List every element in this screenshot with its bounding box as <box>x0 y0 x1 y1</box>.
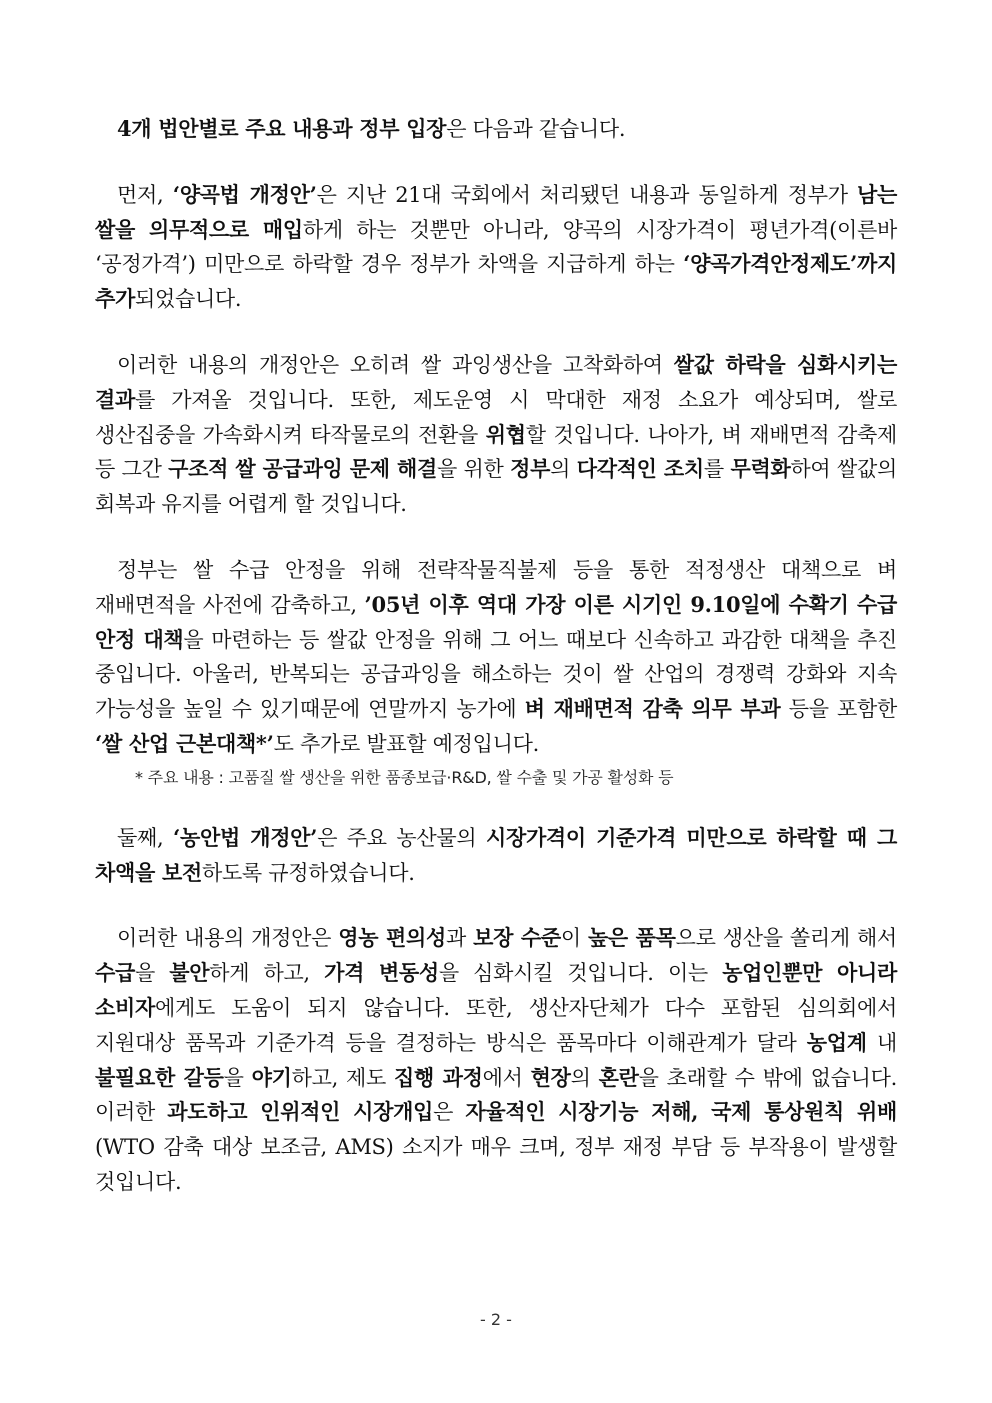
text-run: 먼저, <box>117 182 173 207</box>
paragraph-gap <box>95 147 897 178</box>
bold-text: ‘양곡법 개정안’ <box>172 181 317 207</box>
text-run: 은 <box>433 1100 466 1125</box>
text-run: 은 다음과 같습니다. <box>446 117 626 141</box>
bold-text: 위협 <box>485 421 526 447</box>
bold-text: 농업계 <box>806 1029 867 1055</box>
paragraph-gap <box>95 790 897 821</box>
text-run: 을 마련하는 등 쌀값 안정을 위해 그 어느 때보다 신속하고 과감한 대책을 추진 중입니다. 아울러, 반복되는 공급과잉을 해소하는 것이 쌀 산업의 경쟁력 강화와 지속 가능성을 높일 수 있기때문에 연말까지 농가에 <box>95 627 897 722</box>
bold-text: 시장가격이 기준가격 미만으로 하락할 때 그 차액을 보전 <box>95 824 898 885</box>
bold-text: 가격 변동성 <box>324 960 439 986</box>
text-run: 의 <box>570 1065 599 1090</box>
bold-text: 야기 <box>251 1064 292 1090</box>
bold-text: 영농 편의성 <box>338 925 446 951</box>
text-run: 정부는 쌀 수급 안정을 위해 전략작물직불제 등을 통한 적정생산 대책으로 벼 재배면적을 사전에 감축하고, <box>95 557 897 617</box>
text-run: 에서 <box>482 1065 531 1090</box>
bold-text: 현장 <box>530 1064 571 1090</box>
bold-text: ’05년 이후 역대 가장 이른 시기인 9.10일에 수확기 수급 안정 대책 <box>95 591 897 652</box>
text-run: 하게 하고, <box>209 961 325 986</box>
text-run: 의 <box>550 457 577 482</box>
paragraph <box>95 821 897 891</box>
body-section-1 <box>95 112 897 762</box>
paragraph <box>95 553 897 762</box>
text-run: 하여 쌀값의 회복과 유지를 어렵게 할 것입니다. <box>95 457 897 517</box>
bold-text: ‘쌀 산업 근본대책*’ <box>95 730 274 756</box>
footnote: * 주요 내용 : 고품질 쌀 생산을 위한 품종보급·R&D, 쌀 수출 및 가공 활성화 등 <box>135 767 674 787</box>
bold-text: 과도하고 인위적인 시장개입 <box>167 1099 434 1125</box>
text-run: 등을 포함한 <box>780 697 897 722</box>
text-run: 을 심화시킬 것입니다. 이는 <box>438 961 723 986</box>
bold-text: 무력화 <box>730 456 791 482</box>
text-run: 은 주요 농산물의 <box>317 825 486 850</box>
text-run: 을 위한 <box>436 457 511 482</box>
bold-text: ‘농안법 개정안’ <box>172 824 318 850</box>
bold-text: 집행 과정 <box>394 1064 483 1090</box>
bold-text: 정부 <box>510 456 551 482</box>
bold-text: 불안 <box>169 960 210 986</box>
bold-text: 농업인뿐만 아니라 소비자 <box>95 960 897 1020</box>
text-run: 를 <box>703 457 731 482</box>
paragraph-gap <box>95 317 897 348</box>
text-run: 내 <box>866 1030 897 1055</box>
text-run: 에게도 도움이 되지 않습니다. 또한, 생산자단체가 다수 포함된 심의회에서 지원대상 품목과 기준가격 등을 결정하는 방식은 품목마다 이해관계가 달라 <box>95 995 897 1055</box>
text-run: 이 <box>560 926 588 951</box>
text-run: 도 추가로 발표할 예정입니다. <box>273 731 539 756</box>
text-run: 과 <box>445 926 474 951</box>
text-run: 은 지난 21대 국회에서 처리됐던 내용과 동일하게 정부가 <box>316 182 858 207</box>
text-run: 이러한 내용의 개정안은 <box>117 926 339 951</box>
bold-text: 주요 내용과 정부 입장 <box>245 116 447 141</box>
paragraph-gap <box>95 890 897 921</box>
bold-text: 남는 쌀을 의무적으로 매입 <box>95 181 897 242</box>
bold-text: 구조적 쌀 공급과잉 문제 해결 <box>168 456 437 482</box>
bold-text: ‘양곡가격안정제도’까지 추가 <box>95 251 897 312</box>
paragraph <box>95 921 897 1199</box>
bold-text: 자율적인 시장기능 저해, 국제 통상원칙 위배 <box>465 1099 897 1125</box>
paragraph <box>95 178 897 317</box>
text-run: 이러한 내용의 개정안은 오히려 쌀 과잉생산을 고착화하여 <box>117 352 674 377</box>
text-run: 을 <box>134 961 170 986</box>
paragraph <box>95 112 897 147</box>
bold-text: 불필요한 갈등 <box>95 1064 224 1090</box>
text-run: 하게 하는 것뿐만 아니라, 양곡의 시장가격이 평년가격(이른바 ‘공정가격’) 미만으로 하락할 경우 정부가 차액을 지급하게 하는 <box>95 217 898 277</box>
text-run: 을 <box>223 1065 252 1090</box>
body-section-2 <box>95 821 897 1200</box>
text-run: 으로 생산을 쏠리게 해서 <box>675 926 897 951</box>
bold-text: 쌀값 하락을 심화시키는 결과 <box>95 351 897 412</box>
bold-text: 수급 <box>95 960 135 986</box>
text-run: 되었습니다. <box>134 287 242 312</box>
text-run: 를 가져올 것입니다. 또한, 제도운영 시 막대한 재정 소요가 예상되며, 쌀로 생산집중을 가속화시켜 타작물로의 전환을 <box>95 387 897 447</box>
bold-text: 벼 재배면적 감축 의무 부과 <box>524 696 781 722</box>
bold-text: 높은 품목 <box>587 925 676 951</box>
bold-text: 4개 법안별로 <box>117 116 246 141</box>
bold-text: 다각적인 조치 <box>576 456 704 482</box>
bold-text: 혼란 <box>598 1064 639 1090</box>
text-run: 하고, 제도 <box>291 1065 394 1090</box>
text-run: 할 것입니다. 나아가, 벼 재배면적 감축제 등 그간 <box>95 422 898 482</box>
page-number: - 2 - <box>480 1310 512 1329</box>
text-run: 하도록 규정하였습니다. <box>201 860 415 885</box>
bold-text: 보장 수준 <box>473 925 561 951</box>
text-run: (WTO 감축 대상 보조금, AMS) 소지가 매우 크며, 정부 재정 부담 등 부작용이 발생할 것입니다. <box>95 1135 897 1194</box>
paragraph-gap <box>95 522 897 553</box>
paragraph <box>95 348 897 522</box>
text-run: 을 초래할 수 밖에 없습니다. 이러한 <box>95 1065 897 1125</box>
text-run: 둘째, <box>117 825 173 850</box>
